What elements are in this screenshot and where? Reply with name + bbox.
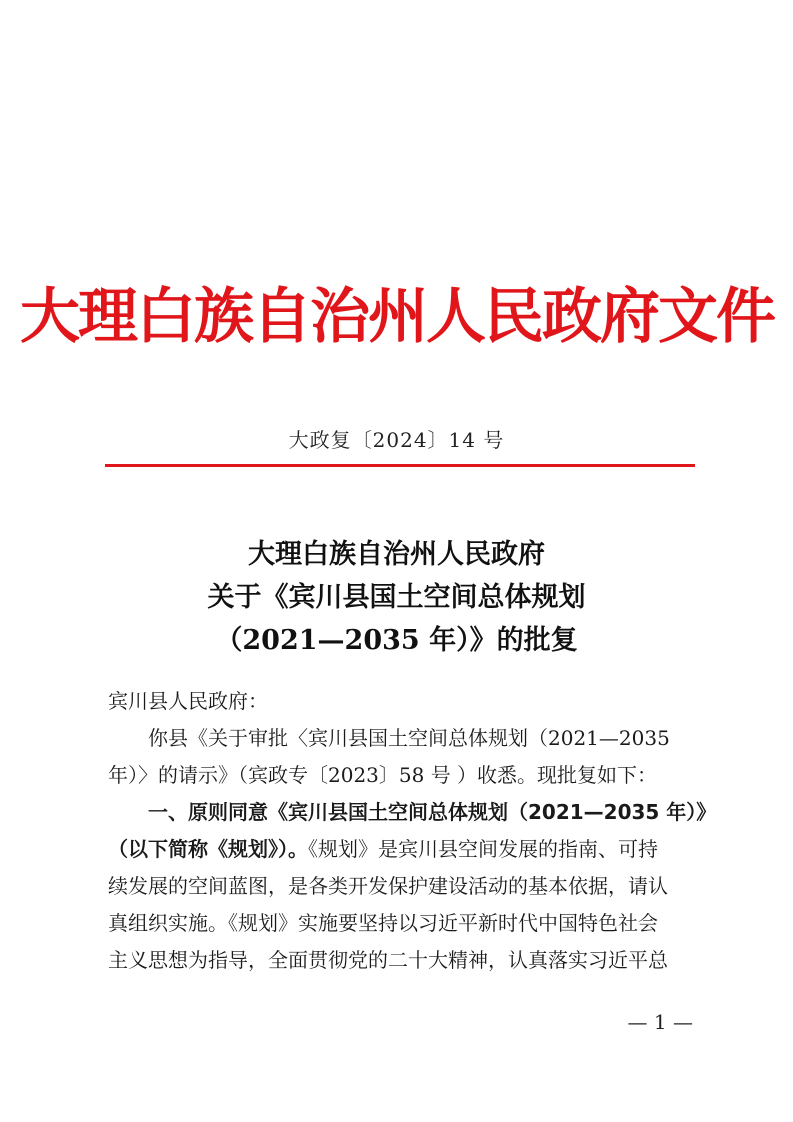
paragraph-2-line-3: 续发展的空间蓝图，是各类开发保护建设活动的基本依据，请认 bbox=[108, 874, 668, 898]
short-name-clause: （以下简称《规划》）。 bbox=[108, 837, 308, 861]
issuer-header: 大理白族自治州人民政府文件 bbox=[20, 282, 774, 352]
title-line-1: 大理白族自治州人民政府 bbox=[248, 539, 545, 570]
page-number: — 1 — bbox=[627, 1010, 693, 1034]
paragraph-1-line-1: 你县《关于审批〈宾川县国土空间总体规划（2021—2035 bbox=[148, 726, 670, 750]
paragraph-2-line-4: 真组织实施。《规划》实施要坚持以习近平新时代中国特色社会 bbox=[108, 911, 658, 935]
document-body bbox=[108, 683, 717, 979]
paragraph-2-line-1: 一、原则同意《宾川县国土空间总体规划（2021—2035 年）》 bbox=[148, 800, 717, 824]
title-line-3: （2021—2035 年）》的批复 bbox=[215, 625, 578, 656]
document-title bbox=[100, 533, 693, 662]
paragraph-2-line-2-rest: 《规划》是宾川县空间发展的指南、可持 bbox=[308, 837, 658, 861]
paragraph-2-line-2 bbox=[108, 831, 690, 868]
paragraph-1-line-2: 年）〉的请示》（宾政专〔2023〕58 号 ）收悉。现批复如下： bbox=[108, 763, 658, 787]
red-divider-line bbox=[105, 464, 695, 467]
paragraph-2-line-5: 主义思想为指导，全面贯彻党的二十大精神，认真落实习近平总 bbox=[108, 948, 668, 972]
salutation: 宾川县人民政府： bbox=[108, 689, 268, 713]
document-number: 大政复〔2024〕14 号 bbox=[288, 428, 505, 452]
title-line-2: 关于《宾川县国土空间总体规划 bbox=[207, 582, 586, 613]
